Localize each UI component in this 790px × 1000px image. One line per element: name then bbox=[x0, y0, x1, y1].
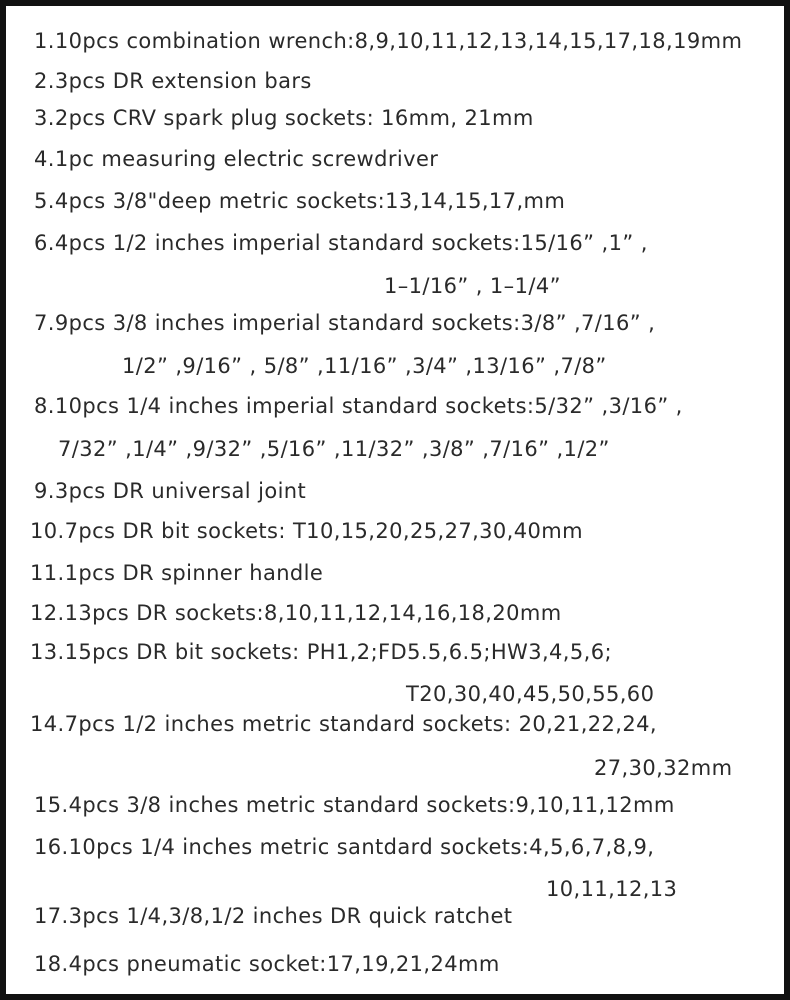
list-item: 12.13pcs DR sockets:8,10,11,12,14,16,18,20mm bbox=[30, 601, 562, 625]
list-item: 18.4pcs pneumatic socket:17,19,21,24mm bbox=[34, 952, 500, 976]
list-item-continuation: T20,30,40,45,50,55,60 bbox=[406, 682, 655, 706]
list-item: 17.3pcs 1/4,3/8,1/2 inches DR quick ratchet bbox=[34, 904, 513, 928]
list-item-continuation: 27,30,32mm bbox=[594, 756, 733, 780]
list-item: 13.15pcs DR bit sockets: PH1,2;FD5.5,6.5;HW3,4,5,6; bbox=[30, 640, 612, 664]
list-item-continuation: 1/2” ,9/16” , 5/8” ,11/16” ,3/4” ,13/16” ,7/8” bbox=[122, 354, 607, 378]
list-item: 5.4pcs 3/8"deep metric sockets:13,14,15,17,mm bbox=[34, 189, 566, 213]
list-item: 10.7pcs DR bit sockets: T10,15,20,25,27,30,40mm bbox=[30, 519, 583, 543]
list-item-continuation: 1–1/16” , 1–1/4” bbox=[384, 274, 561, 298]
list-item: 2.3pcs DR extension bars bbox=[34, 69, 312, 93]
list-item: 9.3pcs DR universal joint bbox=[34, 479, 307, 503]
list-item: 15.4pcs 3/8 inches metric standard sockets:9,10,11,12mm bbox=[34, 793, 675, 817]
list-item-continuation: 10,11,12,13 bbox=[546, 877, 678, 901]
list-item: 4.1pc measuring electric screwdriver bbox=[34, 147, 439, 171]
list-item: 7.9pcs 3/8 inches imperial standard sockets:3/8” ,7/16” , bbox=[34, 311, 656, 335]
list-item: 1.10pcs combination wrench:8,9,10,11,12,13,14,15,17,18,19mm bbox=[34, 29, 743, 53]
list-item: 11.1pcs DR spinner handle bbox=[30, 561, 324, 585]
list-item: 6.4pcs 1/2 inches imperial standard sockets:15/16” ,1” , bbox=[34, 231, 648, 255]
list-item-continuation: 7/32” ,1/4” ,9/32” ,5/16” ,11/32” ,3/8” ,7/16” ,1/2” bbox=[58, 437, 610, 461]
list-item: 16.10pcs 1/4 inches metric santdard sockets:4,5,6,7,8,9, bbox=[34, 835, 655, 859]
list-item: 8.10pcs 1/4 inches imperial standard sockets:5/32” ,3/16” , bbox=[34, 394, 683, 418]
list-item: 3.2pcs CRV spark plug sockets: 16mm, 21mm bbox=[34, 106, 534, 130]
list-item: 14.7pcs 1/2 inches metric standard sockets: 20,21,22,24, bbox=[30, 712, 657, 736]
